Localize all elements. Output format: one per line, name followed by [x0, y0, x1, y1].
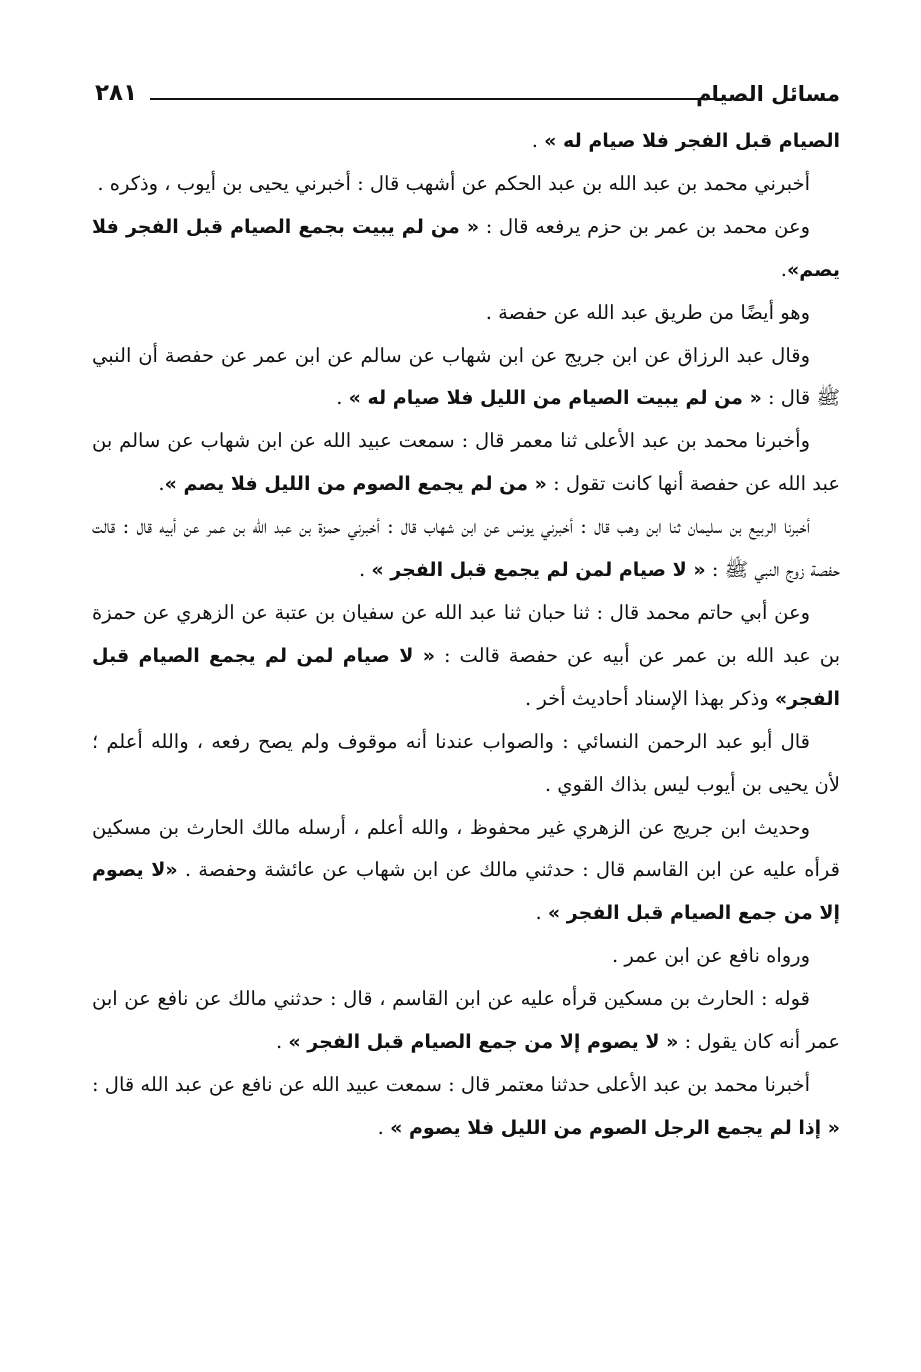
narration-text: وحديث ابن جريج عن الزهري غير محفوظ ، والله أعلم ، أرسله مالك الحارث بن مسكين قرأه عليه عن ابن القاسم قال : حدثني مالك عن ابن شهاب عن عائشة وحفصة .: [92, 815, 840, 882]
narration-text: وعن محمد بن عمر بن حزم يرفعه قال :: [479, 214, 810, 238]
paragraph: [92, 163, 840, 206]
hadith-quote: الصيام قبل الفجر فلا صيام له »: [544, 130, 840, 152]
narration-text: قال أبو عبد الرحمن النسائي : والصواب عندنا أنه موقوف ولم يصح رفعه ، والله أعلم ؛ لأن يحيى بن أيوب ليس بذاك القوي .: [92, 729, 840, 796]
narration-text: .: [275, 1030, 289, 1054]
hadith-quote: « لا صيام لمن لم يجمع الصيام قبل الفجر»: [92, 644, 840, 710]
narration-text: .: [535, 901, 548, 925]
hadith-quote: «لا يصوم إلا من جمع الصيام قبل الفجر »: [92, 859, 840, 925]
narration-text: وأخبرنا محمد بن عبد الأعلى ثنا معمر قال : سمعت عبيد الله عن ابن شهاب عن سالم بن عبد الله عن حفصة أنها كانت تقول :: [92, 429, 840, 496]
narration-text: وقال عبد الرزاق عن ابن جريج عن ابن شهاب عن سالم عن ابن عمر عن حفصة أن النبي ﷺ قال :: [92, 343, 840, 410]
paragraph: [92, 206, 840, 292]
hadith-quote: « إذا لم يجمع الرجل الصوم من الليل فلا يصوم »: [390, 1116, 840, 1139]
paragraph: [92, 1064, 840, 1150]
narration-text: وذكر بهذا الإسناد أحاديث أخر .: [524, 686, 775, 710]
page-number: ٢٨١: [95, 80, 138, 106]
narration-text: .: [158, 472, 165, 496]
narration-text: أخبرنا الربيع بن سليمان ثنا ابن وهب قال : أخبرني يونس عن ابن شهاب قال : أخبرني حمزة بن عبد الله بن عمر عن أبيه قال : قالت حفصة زوج النبي ﷺ :: [92, 515, 840, 582]
paragraph: [92, 935, 840, 978]
hadith-quote: « من لم يبيت بجمع الصيام قبل الفجر فلا يصم»: [92, 215, 840, 281]
hadith-quote: « لا يصوم إلا من جمع الصيام قبل الفجر »: [288, 1031, 679, 1054]
narration-text: .: [780, 257, 787, 281]
narration-text: .: [531, 129, 545, 152]
paragraph: [92, 120, 840, 163]
narration-text: أخبرني محمد بن عبد الله بن عبد الحكم عن أشهب قال : أخبرني يحيى بن أيوب ، وذكره .: [97, 171, 810, 195]
hadith-quote: « من لم يبيت الصيام من الليل فلا صيام له »: [348, 387, 762, 410]
paragraph: [92, 978, 840, 1064]
paragraph: [92, 807, 840, 936]
narration-text: قوله : الحارث بن مسكين قرأه عليه عن ابن القاسم ، قال : حدثني مالك عن نافع عن ابن عمر أنه كان يقول :: [92, 987, 840, 1054]
paragraph: [92, 335, 840, 421]
narration-text: أخبرنا محمد بن عبد الأعلى حدثنا معتمر قال : سمعت عبيد الله عن نافع عن عبد الله قال :: [92, 1072, 810, 1096]
narration-text: وعن أبي حاتم محمد قال : ثنا حبان ثنا عبد الله عن سفيان بن عتبة عن الزهري عن حمزة بن عبد الله بن عمر عن أبيه عن حفصة قالت :: [92, 600, 840, 667]
hadith-quote: « من لم يجمع الصوم من الليل فلا يصم »: [164, 473, 547, 496]
paragraph: [92, 292, 840, 335]
hadith-quote: « لا صيام لمن لم يجمع قبل الفجر »: [371, 559, 706, 582]
main-text: [92, 120, 840, 1150]
paragraph: [92, 592, 840, 721]
narration-text: .: [358, 558, 372, 582]
narration-text: ورواه نافع عن ابن عمر .: [612, 944, 810, 968]
paragraph: [92, 420, 840, 506]
running-title: مسائل الصيام: [696, 82, 840, 106]
paragraph: [92, 721, 840, 807]
narration-text: .: [336, 386, 349, 410]
paragraph: [92, 506, 840, 592]
page-header: [95, 78, 840, 118]
narration-text: وهو أيضًا من طريق عبد الله عن حفصة .: [485, 300, 810, 324]
narration-text: .: [377, 1115, 391, 1139]
header-rule: [150, 98, 725, 100]
